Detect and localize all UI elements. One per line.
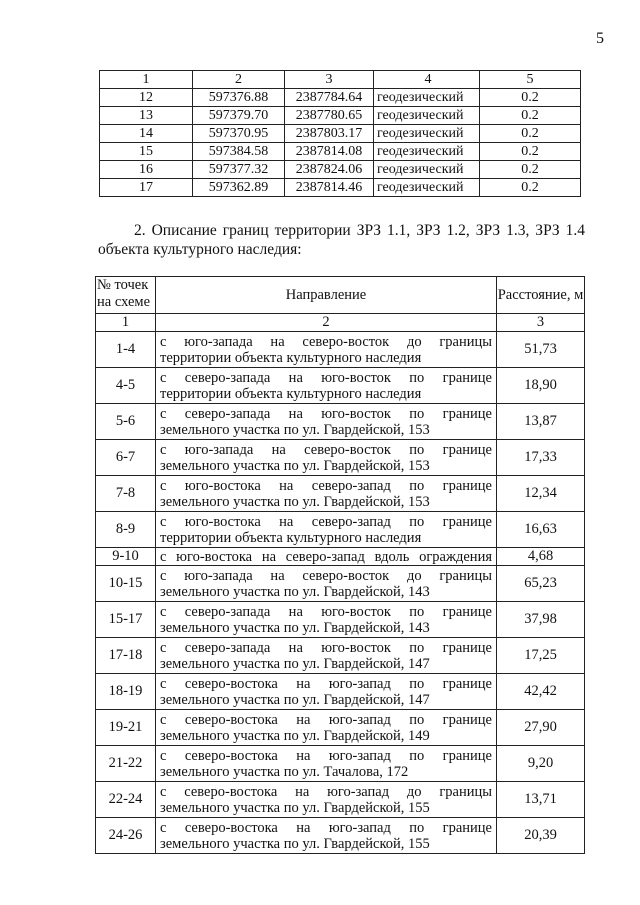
numbering-cell: 2 bbox=[156, 314, 497, 332]
direction-cell bbox=[156, 332, 497, 368]
direction-cell bbox=[156, 512, 497, 548]
direction-cell bbox=[156, 746, 497, 782]
table-cell: 0.2 bbox=[480, 107, 581, 125]
points-cell: 24-26 bbox=[96, 818, 156, 854]
table-row bbox=[96, 404, 585, 440]
distance-cell: 17,33 bbox=[497, 440, 585, 476]
direction-cell bbox=[156, 602, 497, 638]
distance-cell: 18,90 bbox=[497, 368, 585, 404]
table-cell: 15 bbox=[100, 143, 193, 161]
direction-line: с юго-востока на северо-запад по границе bbox=[160, 513, 492, 530]
direction-cell bbox=[156, 548, 497, 566]
table-row bbox=[96, 368, 585, 404]
header-cell: 3 bbox=[285, 71, 374, 89]
table-numbering-row bbox=[96, 314, 585, 332]
direction-cell bbox=[156, 674, 497, 710]
distance-cell: 65,23 bbox=[497, 566, 585, 602]
direction-line: с северо-запада на юго-восток по границе bbox=[160, 405, 492, 422]
page-number: 5 bbox=[596, 30, 604, 47]
table-header-row bbox=[96, 277, 585, 314]
boundary-description-table bbox=[95, 276, 585, 854]
table-cell: 2387814.08 bbox=[285, 143, 374, 161]
direction-line: земельного участка по ул. Гвардейской, 143 bbox=[160, 619, 430, 636]
distance-cell: 12,34 bbox=[497, 476, 585, 512]
numbering-cell: 1 bbox=[96, 314, 156, 332]
points-cell: 8-9 bbox=[96, 512, 156, 548]
table-cell: 14 bbox=[100, 125, 193, 143]
header-points: № точек на схеме bbox=[96, 277, 156, 314]
direction-line: земельного участка по ул. Гвардейской, 153 bbox=[160, 457, 430, 474]
direction-line: с юго-востока на северо-запад вдоль ограждения bbox=[160, 548, 492, 565]
table-row bbox=[96, 440, 585, 476]
distance-cell: 17,25 bbox=[497, 638, 585, 674]
table-cell: 0.2 bbox=[480, 89, 581, 107]
table-cell: геодезический bbox=[374, 125, 480, 143]
table-cell: 2387784.64 bbox=[285, 89, 374, 107]
table-cell: 16 bbox=[100, 161, 193, 179]
section-heading bbox=[98, 221, 585, 259]
table-cell: геодезический bbox=[374, 161, 480, 179]
table-cell: 2387780.65 bbox=[285, 107, 374, 125]
direction-cell bbox=[156, 818, 497, 854]
direction-cell bbox=[156, 638, 497, 674]
direction-line: с северо-востока на юго-запад по границе bbox=[160, 819, 492, 836]
direction-line: с северо-востока на юго-запад до границы bbox=[160, 783, 492, 800]
direction-line: с юго-запада на северо-восток до границы bbox=[160, 333, 492, 350]
table-cell: геодезический bbox=[374, 89, 480, 107]
points-cell: 9-10 bbox=[96, 548, 156, 566]
header-cell: 5 bbox=[480, 71, 581, 89]
table-cell: 13 bbox=[100, 107, 193, 125]
distance-cell: 42,42 bbox=[497, 674, 585, 710]
direction-line: земельного участка по ул. Тачалова, 172 bbox=[160, 763, 409, 780]
header-cell: 4 bbox=[374, 71, 480, 89]
direction-line: земельного участка по ул. Гвардейской, 147 bbox=[160, 655, 430, 672]
table-row bbox=[100, 125, 581, 143]
table-cell: геодезический bbox=[374, 107, 480, 125]
direction-line: земельного участка по ул. Гвардейской, 153 bbox=[160, 421, 430, 438]
numbering-cell: 3 bbox=[497, 314, 585, 332]
distance-cell: 37,98 bbox=[497, 602, 585, 638]
distance-cell: 4,68 bbox=[497, 548, 585, 566]
direction-line: с северо-востока на юго-запад по границе bbox=[160, 747, 492, 764]
distance-cell: 27,90 bbox=[497, 710, 585, 746]
section-heading-line: объекта культурного наследия: bbox=[98, 241, 302, 258]
table-cell: 597384.58 bbox=[193, 143, 285, 161]
direction-line: земельного участка по ул. Гвардейской, 143 bbox=[160, 583, 430, 600]
direction-line: с северо-востока на юго-запад по границе bbox=[160, 675, 492, 692]
table-cell: 0.2 bbox=[480, 161, 581, 179]
table-cell: 0.2 bbox=[480, 179, 581, 197]
table-row bbox=[96, 674, 585, 710]
direction-line: с юго-запада на северо-восток по границе bbox=[160, 441, 492, 458]
table-cell: геодезический bbox=[374, 179, 480, 197]
direction-cell bbox=[156, 368, 497, 404]
direction-line: с юго-востока на северо-запад по границе bbox=[160, 477, 492, 494]
points-cell: 5-6 bbox=[96, 404, 156, 440]
header-cell: 2 bbox=[193, 71, 285, 89]
direction-cell bbox=[156, 566, 497, 602]
direction-cell bbox=[156, 440, 497, 476]
direction-cell bbox=[156, 782, 497, 818]
direction-line: с северо-запада на юго-восток по границе bbox=[160, 603, 492, 620]
points-cell: 18-19 bbox=[96, 674, 156, 710]
table-row bbox=[100, 107, 581, 125]
table-cell: 17 bbox=[100, 179, 193, 197]
header-cell: 1 bbox=[100, 71, 193, 89]
section-heading-line: 2. Описание границ территории ЗРЗ 1.1, ЗРЗ 1.2, ЗРЗ 1.3, ЗРЗ 1.4 bbox=[134, 222, 585, 239]
table-cell: 597376.88 bbox=[193, 89, 285, 107]
direction-cell bbox=[156, 710, 497, 746]
table-cell: 0.2 bbox=[480, 125, 581, 143]
table-row bbox=[96, 782, 585, 818]
table-row bbox=[96, 638, 585, 674]
direction-line: территории объекта культурного наследия bbox=[160, 349, 422, 366]
direction-line: с северо-запада на юго-восток по границе bbox=[160, 369, 492, 386]
points-cell: 4-5 bbox=[96, 368, 156, 404]
coordinates-table bbox=[99, 70, 581, 197]
table-row bbox=[100, 161, 581, 179]
table-row bbox=[96, 548, 585, 566]
table-cell: 0.2 bbox=[480, 143, 581, 161]
points-cell: 22-24 bbox=[96, 782, 156, 818]
table-row bbox=[96, 332, 585, 368]
table-cell: 597370.95 bbox=[193, 125, 285, 143]
table-cell: 597377.32 bbox=[193, 161, 285, 179]
direction-line: земельного участка по ул. Гвардейской, 149 bbox=[160, 727, 430, 744]
points-cell: 15-17 bbox=[96, 602, 156, 638]
points-cell: 6-7 bbox=[96, 440, 156, 476]
direction-line: территории объекта культурного наследия bbox=[160, 529, 422, 546]
distance-cell: 13,71 bbox=[497, 782, 585, 818]
distance-cell: 20,39 bbox=[497, 818, 585, 854]
direction-line: с северо-востока на юго-запад по границе bbox=[160, 711, 492, 728]
table-row bbox=[100, 89, 581, 107]
table-header-row bbox=[100, 71, 581, 89]
distance-cell: 51,73 bbox=[497, 332, 585, 368]
table-row bbox=[96, 476, 585, 512]
distance-cell: 16,63 bbox=[497, 512, 585, 548]
direction-cell bbox=[156, 404, 497, 440]
table-cell: 2387814.46 bbox=[285, 179, 374, 197]
table-row bbox=[96, 566, 585, 602]
table-row bbox=[96, 746, 585, 782]
table-cell: 2387824.06 bbox=[285, 161, 374, 179]
table-cell: 597379.70 bbox=[193, 107, 285, 125]
header-distance: Расстояние, м bbox=[497, 277, 585, 314]
table-row bbox=[96, 602, 585, 638]
table-row bbox=[96, 710, 585, 746]
distance-cell: 13,87 bbox=[497, 404, 585, 440]
table-row bbox=[100, 143, 581, 161]
direction-line: земельного участка по ул. Гвардейской, 147 bbox=[160, 691, 430, 708]
direction-line: земельного участка по ул. Гвардейской, 153 bbox=[160, 493, 430, 510]
direction-line: земельного участка по ул. Гвардейской, 155 bbox=[160, 835, 430, 852]
direction-line: территории объекта культурного наследия bbox=[160, 385, 422, 402]
direction-line: с юго-запада на северо-восток до границы bbox=[160, 567, 492, 584]
table-cell: 2387803.17 bbox=[285, 125, 374, 143]
direction-line: с северо-запада на юго-восток по границе bbox=[160, 639, 492, 656]
table-row bbox=[100, 179, 581, 197]
points-cell: 21-22 bbox=[96, 746, 156, 782]
table-cell: 12 bbox=[100, 89, 193, 107]
points-cell: 1-4 bbox=[96, 332, 156, 368]
points-cell: 19-21 bbox=[96, 710, 156, 746]
points-cell: 17-18 bbox=[96, 638, 156, 674]
points-cell: 7-8 bbox=[96, 476, 156, 512]
points-cell: 10-15 bbox=[96, 566, 156, 602]
direction-line: земельного участка по ул. Гвардейской, 155 bbox=[160, 799, 430, 816]
table-cell: геодезический bbox=[374, 143, 480, 161]
table-row bbox=[96, 512, 585, 548]
direction-cell bbox=[156, 476, 497, 512]
table-cell: 597362.89 bbox=[193, 179, 285, 197]
header-direction: Направление bbox=[156, 277, 497, 314]
table-row bbox=[96, 818, 585, 854]
distance-cell: 9,20 bbox=[497, 746, 585, 782]
